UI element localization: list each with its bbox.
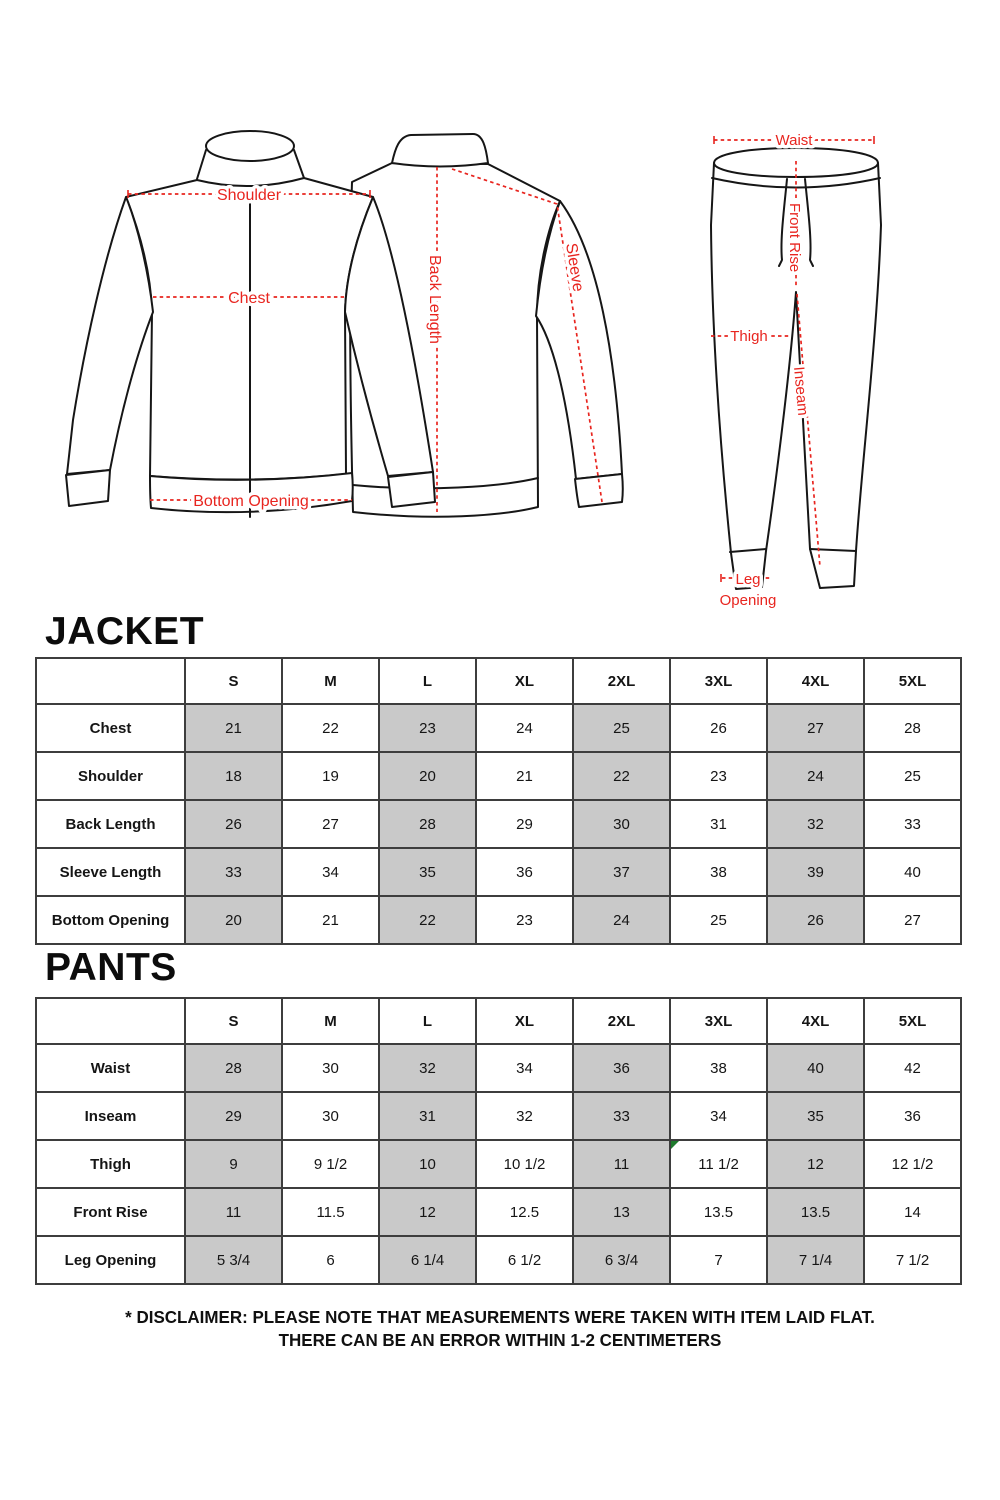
- row-label-cell: Thigh: [36, 1140, 185, 1188]
- row-label-cell: Shoulder: [36, 752, 185, 800]
- value-cell: 21: [185, 704, 282, 752]
- value-cell: 27: [864, 896, 961, 944]
- value-cell: 13.5: [767, 1188, 864, 1236]
- value-cell: 9: [185, 1140, 282, 1188]
- value-cell: 40: [767, 1044, 864, 1092]
- value-cell: 31: [670, 800, 767, 848]
- disclaimer: [15, 1306, 985, 1352]
- value-cell: 6: [282, 1236, 379, 1284]
- disclaimer-line-2: THERE CAN BE AN ERROR WITHIN 1-2 CENTIMETERS: [278, 1330, 722, 1350]
- chest-measure-label: Chest: [228, 290, 270, 307]
- value-cell: 14: [864, 1188, 961, 1236]
- value-cell: 28: [864, 704, 961, 752]
- value-cell: 11: [573, 1140, 670, 1188]
- value-cell: 36: [864, 1092, 961, 1140]
- row-label-cell: Back Length: [36, 800, 185, 848]
- value-cell: 25: [864, 752, 961, 800]
- row-label-cell: Sleeve Length: [36, 848, 185, 896]
- row-label-cell: Leg Opening: [36, 1236, 185, 1284]
- table-row: [36, 896, 961, 944]
- value-cell: 25: [670, 896, 767, 944]
- size-header-cell: 2XL: [573, 998, 670, 1044]
- value-cell: 32: [476, 1092, 573, 1140]
- table-row: [36, 1140, 961, 1188]
- value-cell: 21: [476, 752, 573, 800]
- size-header-cell: 5XL: [864, 658, 961, 704]
- table-row: [36, 848, 961, 896]
- waist-measure-label: Waist: [775, 132, 813, 149]
- jacket-front-left-cuff: [66, 470, 110, 506]
- value-cell: 13.5: [670, 1188, 767, 1236]
- value-cell: 6 1/4: [379, 1236, 476, 1284]
- value-cell: 12.5: [476, 1188, 573, 1236]
- value-cell: 19: [282, 752, 379, 800]
- measurement-diagrams: [0, 0, 1000, 645]
- table-row: [36, 752, 961, 800]
- value-cell: 31: [379, 1092, 476, 1140]
- value-cell: 22: [379, 896, 476, 944]
- shoulder-measure-label: Shoulder: [216, 187, 282, 204]
- corner-cell: [36, 658, 185, 704]
- value-cell: 26: [185, 800, 282, 848]
- leg-opening-measure-label-line2: Opening: [719, 592, 777, 609]
- value-cell: 30: [282, 1092, 379, 1140]
- size-header-cell: S: [185, 998, 282, 1044]
- sleeve-measure-label: Sleeve: [562, 241, 587, 293]
- value-cell: 21: [282, 896, 379, 944]
- pants-size-table: [35, 997, 962, 1285]
- value-cell: 32: [767, 800, 864, 848]
- value-cell: 35: [767, 1092, 864, 1140]
- value-cell: 9 1/2: [282, 1140, 379, 1188]
- value-cell: 12: [767, 1140, 864, 1188]
- value-cell: 29: [476, 800, 573, 848]
- size-header-cell: 3XL: [670, 998, 767, 1044]
- value-cell: 11: [185, 1188, 282, 1236]
- table-row: [36, 1236, 961, 1284]
- row-label-cell: Waist: [36, 1044, 185, 1092]
- value-cell: 22: [573, 752, 670, 800]
- leg-opening-measure-label-line1: Leg: [735, 571, 761, 588]
- row-label-cell: Bottom Opening: [36, 896, 185, 944]
- value-cell: 24: [476, 704, 573, 752]
- value-cell: 28: [185, 1044, 282, 1092]
- row-label-cell: Chest: [36, 704, 185, 752]
- size-header-cell: XL: [476, 658, 573, 704]
- value-cell: 12: [379, 1188, 476, 1236]
- jacket-front-collar-opening: [206, 131, 294, 161]
- value-cell: 33: [573, 1092, 670, 1140]
- value-cell: 12 1/2: [864, 1140, 961, 1188]
- disclaimer-line-1: * DISCLAIMER: PLEASE NOTE THAT MEASUREMENTS WERE TAKEN WITH ITEM LAID FLAT.: [125, 1307, 875, 1327]
- value-cell: 7 1/4: [767, 1236, 864, 1284]
- corner-marker: [671, 1141, 679, 1149]
- value-cell: 26: [670, 704, 767, 752]
- pants-section-title: PANTS: [45, 946, 177, 989]
- value-cell: 30: [573, 800, 670, 848]
- value-cell: 24: [573, 896, 670, 944]
- jacket-front-left-sleeve: [67, 197, 153, 474]
- corner-cell: [36, 998, 185, 1044]
- table-row: [36, 1044, 961, 1092]
- value-cell: 20: [185, 896, 282, 944]
- value-cell: 23: [670, 752, 767, 800]
- value-cell: 11.5: [282, 1188, 379, 1236]
- pants-diagram: [711, 132, 881, 609]
- size-header-cell: 4XL: [767, 658, 864, 704]
- value-cell: 20: [379, 752, 476, 800]
- value-cell: 18: [185, 752, 282, 800]
- size-header-cell: S: [185, 658, 282, 704]
- value-cell: 39: [767, 848, 864, 896]
- value-cell: 27: [282, 800, 379, 848]
- front-rise-measure-label: Front Rise: [786, 203, 803, 273]
- table-row: [36, 800, 961, 848]
- size-header-cell: 4XL: [767, 998, 864, 1044]
- value-cell: 29: [185, 1092, 282, 1140]
- jacket-section-title: JACKET: [45, 610, 205, 653]
- value-cell: 10 1/2: [476, 1140, 573, 1188]
- value-cell: 23: [379, 704, 476, 752]
- value-cell: 25: [573, 704, 670, 752]
- inseam-measure-label: Inseam: [790, 365, 812, 417]
- value-cell: 34: [476, 1044, 573, 1092]
- value-cell: 13: [573, 1188, 670, 1236]
- size-header-cell: L: [379, 658, 476, 704]
- value-cell: 7 1/2: [864, 1236, 961, 1284]
- table-row: [36, 1188, 961, 1236]
- value-cell: 33: [185, 848, 282, 896]
- size-header-cell: L: [379, 998, 476, 1044]
- value-cell: 32: [379, 1044, 476, 1092]
- size-header-cell: 5XL: [864, 998, 961, 1044]
- value-cell: 35: [379, 848, 476, 896]
- value-cell: 27: [767, 704, 864, 752]
- value-cell: 38: [670, 848, 767, 896]
- thigh-measure-label: Thigh: [730, 328, 768, 345]
- value-cell: 30: [282, 1044, 379, 1092]
- value-cell: 33: [864, 800, 961, 848]
- value-cell: 6 3/4: [573, 1236, 670, 1284]
- row-label-cell: Front Rise: [36, 1188, 185, 1236]
- back-length-measure-label: Back Length: [426, 255, 443, 344]
- jacket-size-table: [35, 657, 962, 945]
- size-header-cell: XL: [476, 998, 573, 1044]
- value-cell: 34: [670, 1092, 767, 1140]
- value-cell: 7: [670, 1236, 767, 1284]
- jacket-back-collar: [392, 134, 488, 167]
- value-cell: 5 3/4: [185, 1236, 282, 1284]
- value-cell: 42: [864, 1044, 961, 1092]
- value-cell: 11 1/2: [670, 1140, 767, 1188]
- jacket-front-right-cuff: [388, 472, 435, 507]
- row-label-cell: Inseam: [36, 1092, 185, 1140]
- table-row: [36, 1092, 961, 1140]
- value-cell: 24: [767, 752, 864, 800]
- value-cell: 26: [767, 896, 864, 944]
- size-header-cell: M: [282, 998, 379, 1044]
- value-cell: 10: [379, 1140, 476, 1188]
- value-cell: 6 1/2: [476, 1236, 573, 1284]
- value-cell: 28: [379, 800, 476, 848]
- value-cell: 36: [476, 848, 573, 896]
- size-header-cell: M: [282, 658, 379, 704]
- value-cell: 23: [476, 896, 573, 944]
- value-cell: 38: [670, 1044, 767, 1092]
- value-cell: 40: [864, 848, 961, 896]
- table-row: [36, 704, 961, 752]
- size-header-cell: 2XL: [573, 658, 670, 704]
- value-cell: 22: [282, 704, 379, 752]
- bottom-opening-measure-label: Bottom Opening: [193, 493, 309, 510]
- size-header-cell: 3XL: [670, 658, 767, 704]
- value-cell: 37: [573, 848, 670, 896]
- value-cell: 34: [282, 848, 379, 896]
- value-cell: 36: [573, 1044, 670, 1092]
